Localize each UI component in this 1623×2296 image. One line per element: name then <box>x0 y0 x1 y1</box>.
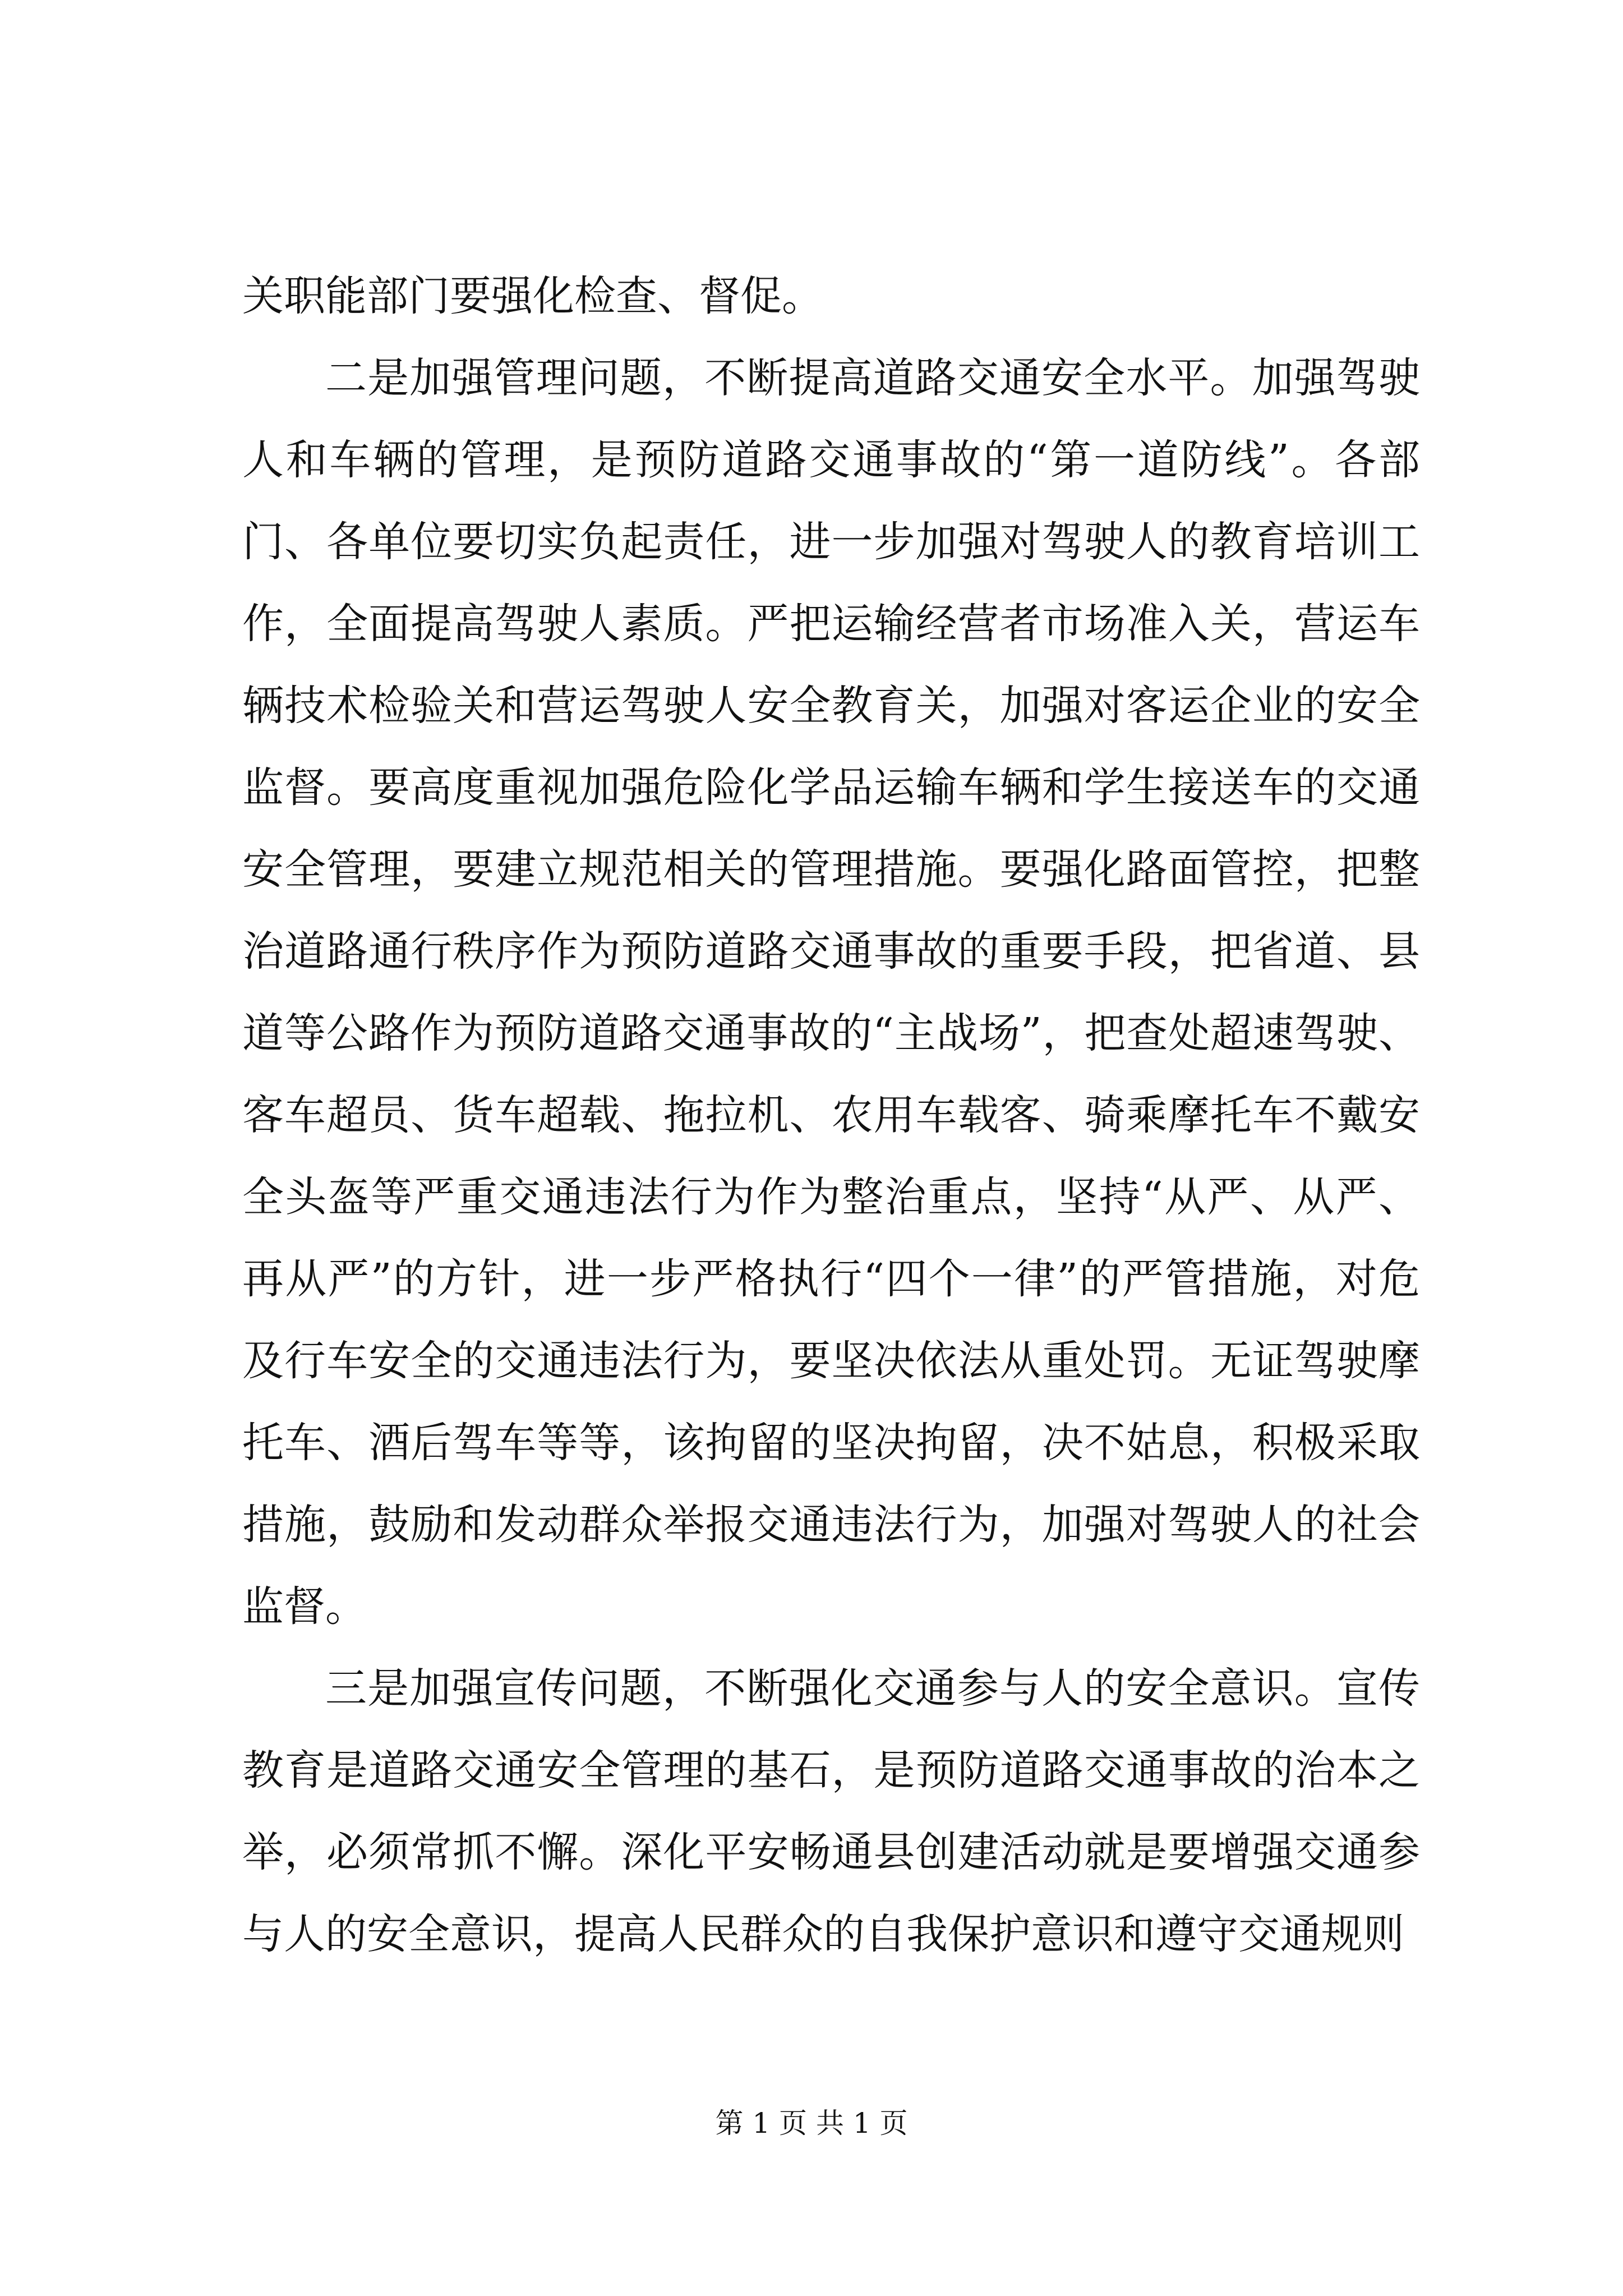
paragraph-continuation: 关职能部门要强化检查、督促。 <box>242 272 823 320</box>
paragraph-management: 二是加强管理问题，不断提高道路交通安全水平。加强驾驶人和车辆的管理，是预防道路交通事故的“第一道防线”。各部门、各单位要切实负起责任，进一步加强对驾驶人的教育培训工作，全面提高驾驶人素质。严把运输经营者市场准入关，营运车辆技术检验关和营运驾驶人安全教育关，加强对客运企业的安全监督。要高度重视加强危险化学品运输车辆和学生接送车的交通安全管理，要建立规范相关的管理措施。要强化路面管控，把整治道路通行秩序作为预防道路交通事故的重要手段，把省道、县道等公路作为预防道路交通事故的“主战场”，把查处超速驾驶、客车超员、货车超载、拖拉机、农用车载客、骑乘摩托车不戴安全头盔等严重交通违法行为作为整治重点，坚持“从严、从严、再从严”的方针，进一步严格执行“四个一律”的严管措施，对危及行车安全的交通违法行为，要坚决依法从重处罚。无证驾驶摩托车、酒后驾车等等，该拘留的坚决拘留，决不姑息，积极采取措施，鼓励和发动群众举报交通违法行为，加强对驾驶人的社会监督。 <box>242 354 1420 1631</box>
document-body <box>242 255 1420 1975</box>
paragraph-publicity: 三是加强宣传问题，不断强化交通参与人的安全意识。宣传教育是道路交通安全管理的基石，是预防道路交通事故的治本之举，必须常抓不懈。深化平安畅通县创建活动就是要增强交通参与人的安全意识，提高人民群众的自我保护意识和遵守交通规则 <box>242 1664 1420 1958</box>
page-footer: 第 1 页 共 1 页 <box>715 2107 908 2139</box>
